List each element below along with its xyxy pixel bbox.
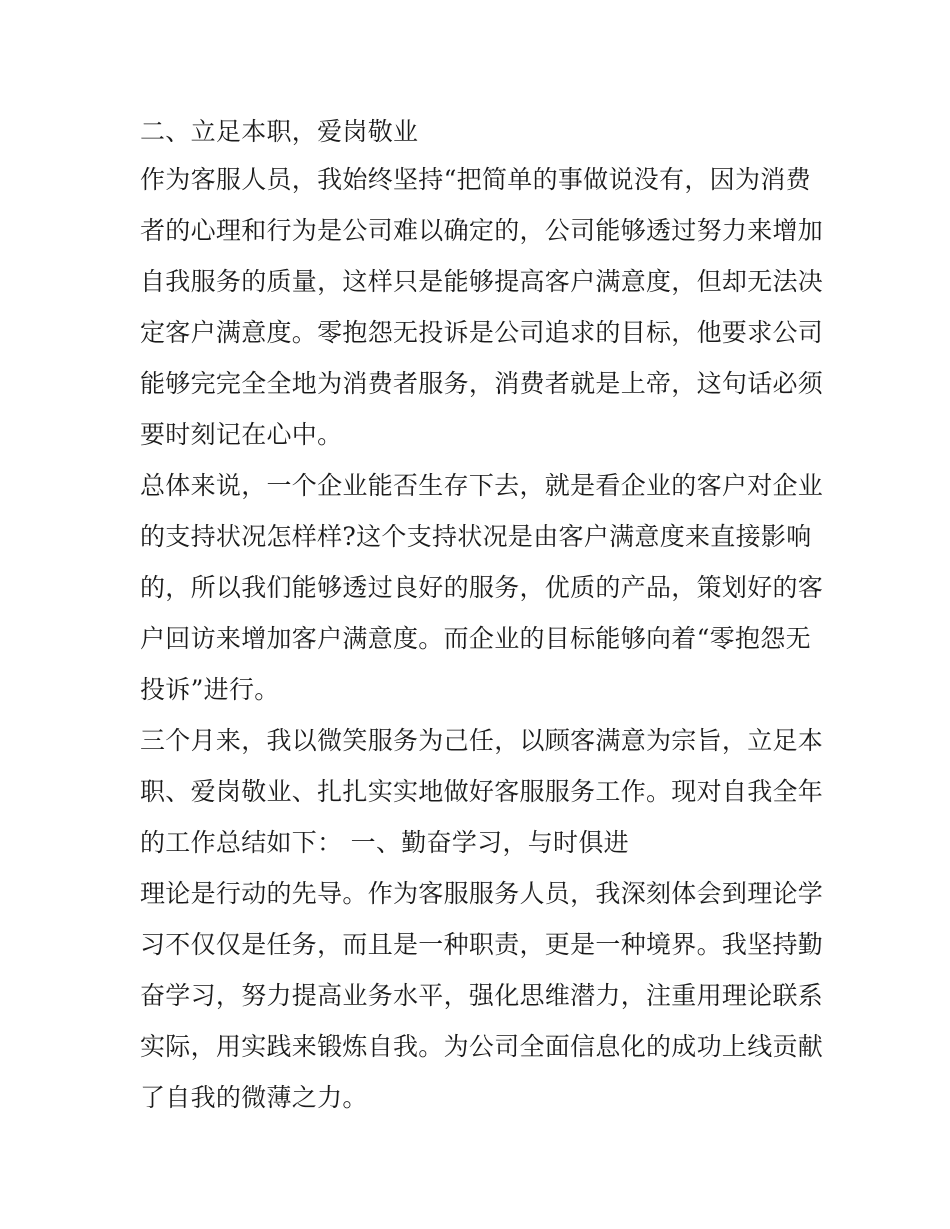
text-line: 要时刻记在心中。 <box>140 420 343 449</box>
text-line: 的支持状况怎样样?这个支持状况是由客户满意度来直接影响 <box>140 522 812 551</box>
text-line: 三个月来，我以微笑服务为己任，以顾客满意为宗旨，立足本 <box>140 726 824 755</box>
text-line: 理论是行动的先导。作为客服服务人员，我深刻体会到理论学 <box>140 879 824 908</box>
text-line: 职、爱岗敬业、扎扎实实地做好客服服务工作。现对自我全年 <box>140 777 824 806</box>
text-line: 习不仅仅是任务，而且是一种职责，更是一种境界。我坚持勤 <box>140 930 824 959</box>
text-line: 总体来说，一个企业能否生存下去，就是看企业的客户对企业 <box>140 471 824 500</box>
text-line: 投诉”进行。 <box>140 675 280 704</box>
section-heading-two: 二、立足本职，爱岗敬业 <box>140 117 419 146</box>
text-line: 能够完完全全地为消费者服务，消费者就是上帝，这句话必须 <box>140 369 824 398</box>
text-line: 户回访来增加客户满意度。而企业的目标能够向着“零抱怨无 <box>140 624 811 653</box>
text-line-with-section-heading-one: 的工作总结如下： 一、勤奋学习，与时俱进 <box>140 828 629 857</box>
text-line: 定客户满意度。零抱怨无投诉是公司追求的目标，他要求公司 <box>140 318 824 347</box>
text-line: 了自我的微薄之力。 <box>140 1083 368 1112</box>
text-line: 者的心理和行为是公司难以确定的，公司能够透过努力来增加 <box>140 216 824 245</box>
text-line: 自我服务的质量，这样只是能够提高客户满意度，但却无法决 <box>140 267 824 296</box>
document-body <box>140 106 824 1123</box>
text-line: 作为客服人员，我始终坚持“把简单的事做说没有，因为消费 <box>140 165 811 194</box>
text-line: 实际，用实践来锻炼自我。为公司全面信息化的成功上线贡献 <box>140 1032 824 1061</box>
text-line: 的，所以我们能够透过良好的服务，优质的产品，策划好的客 <box>140 573 824 602</box>
text-line: 奋学习，努力提高业务水平，强化思维潜力，注重用理论联系 <box>140 981 824 1010</box>
